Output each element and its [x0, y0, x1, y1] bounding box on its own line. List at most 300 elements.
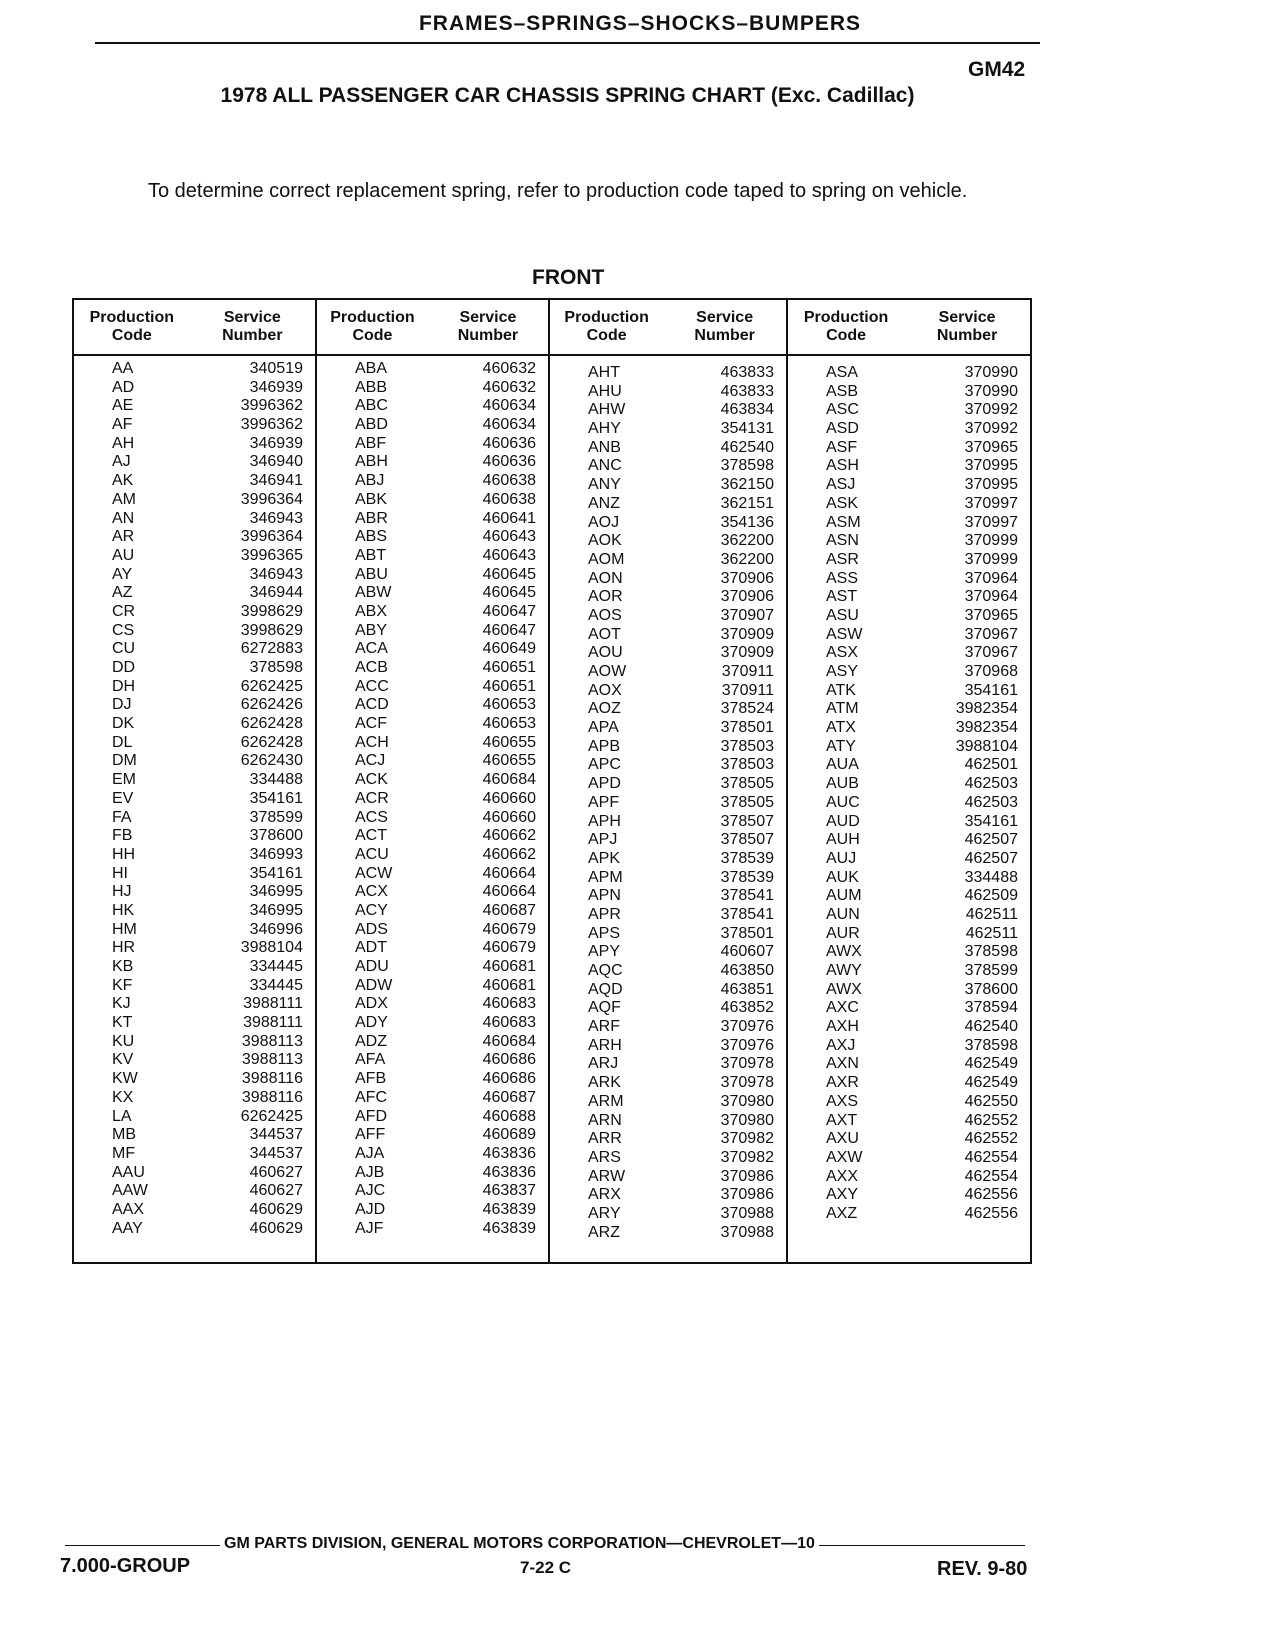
production-code-cell: ASH	[826, 457, 859, 475]
production-code-cell: ASW	[826, 625, 863, 643]
table-row	[550, 999, 786, 1018]
service-number-cell: 362151	[720, 494, 774, 512]
table-row	[550, 1205, 786, 1224]
production-header-line2: Code	[586, 327, 627, 344]
service-number-cell: 370986	[720, 1186, 774, 1204]
table-row	[550, 1149, 786, 1168]
table-row	[317, 995, 548, 1014]
table-row	[550, 1018, 786, 1037]
service-number-cell: 460679	[482, 939, 536, 957]
service-number-cell: 6262428	[240, 715, 303, 733]
production-code-header	[550, 309, 663, 345]
production-code-cell: ACA	[355, 640, 388, 658]
table-row	[788, 607, 1030, 626]
production-code-cell: AFF	[355, 1126, 386, 1144]
service-number-cell: 460636	[482, 434, 536, 452]
production-code-cell: ASX	[826, 644, 859, 662]
production-code-cell: ATM	[826, 700, 859, 718]
service-number-cell: 370988	[720, 1204, 774, 1222]
service-number-cell: 378600	[964, 980, 1018, 998]
table-row	[317, 902, 548, 921]
table-row	[317, 1089, 548, 1108]
service-number-cell: 370999	[964, 550, 1018, 568]
production-code-cell: ACX	[355, 883, 388, 901]
table-row	[317, 1145, 548, 1164]
service-number-cell: 3988111	[243, 1014, 303, 1032]
production-code-cell: AXR	[826, 1074, 859, 1092]
production-code-cell: AJF	[355, 1219, 384, 1237]
service-number-cell: 463850	[720, 962, 774, 979]
table-row	[550, 401, 786, 420]
table-row	[550, 476, 786, 495]
table-row	[317, 360, 548, 379]
production-code-cell: AHW	[588, 401, 626, 419]
page-code: GM42	[968, 58, 1026, 81]
service-number-cell: 370999	[964, 532, 1018, 550]
service-number-cell: 346993	[249, 845, 303, 863]
production-code-cell: APH	[588, 812, 621, 830]
table-row	[788, 981, 1030, 1000]
production-code-cell: ABY	[355, 621, 388, 639]
production-code-cell: AAX	[112, 1200, 145, 1218]
service-number-cell: 370968	[964, 663, 1018, 680]
service-number-cell: 370992	[964, 420, 1018, 438]
header-divider	[95, 42, 1040, 44]
service-number-cell: 462552	[964, 1130, 1018, 1148]
service-number-cell: 370906	[720, 588, 774, 606]
table-row	[317, 472, 548, 491]
table-row	[317, 510, 548, 529]
production-code-cell: AWX	[826, 943, 862, 961]
service-number-cell: 378507	[720, 831, 774, 849]
table-row	[550, 364, 786, 383]
production-code-cell: HR	[112, 939, 136, 957]
production-code-cell: ARR	[588, 1130, 622, 1148]
production-code-cell: ADS	[355, 920, 388, 938]
table-row	[550, 962, 786, 981]
table-row	[550, 644, 786, 663]
revision-label: REV. 9-80	[937, 1558, 1028, 1580]
service-number-cell: 354161	[249, 864, 303, 882]
service-number-cell: 462509	[964, 887, 1018, 905]
table-row	[74, 491, 315, 510]
service-number-cell: 6272883	[240, 640, 303, 658]
instruction-text: To determine correct replacement spring, refer to production code taped to spring on vehicle.	[148, 180, 968, 202]
service-number-cell: 3988113	[241, 1032, 303, 1050]
table-row	[317, 752, 548, 771]
production-code-cell: AUN	[826, 905, 860, 923]
service-number-cell: 370906	[720, 569, 774, 587]
table-rows	[550, 356, 786, 1242]
table-row	[317, 846, 548, 865]
production-code-cell: AHT	[588, 364, 620, 381]
production-code-cell: AXN	[826, 1055, 859, 1073]
table-row	[74, 360, 315, 379]
table-row	[788, 682, 1030, 701]
production-code-cell: AXW	[826, 1148, 863, 1166]
service-number-cell: 370965	[964, 438, 1018, 456]
table-row	[317, 528, 548, 547]
service-number-cell: 378503	[720, 756, 774, 774]
production-code-cell: AUD	[826, 812, 860, 830]
table-row	[317, 435, 548, 454]
service-number-cell: 370980	[720, 1092, 774, 1110]
production-code-cell: AZ	[112, 584, 133, 602]
service-number-cell: 370964	[964, 588, 1018, 606]
service-number-cell: 463833	[720, 382, 774, 400]
service-number-cell: 463836	[482, 1144, 536, 1162]
production-code-cell: DL	[112, 733, 133, 751]
service-number-cell: 346943	[249, 565, 303, 583]
service-number-cell: 460681	[482, 976, 536, 994]
table-row	[550, 588, 786, 607]
production-code-cell: AUH	[826, 831, 860, 849]
table-row	[317, 1033, 548, 1052]
table-row	[550, 457, 786, 476]
table-row	[317, 977, 548, 996]
table-row	[788, 1093, 1030, 1112]
table-row	[788, 925, 1030, 944]
table-row	[74, 510, 315, 529]
table-row	[74, 584, 315, 603]
service-number-cell: 460683	[482, 995, 536, 1013]
production-header-line1: Production	[803, 309, 889, 326]
service-number-cell: 460641	[482, 509, 536, 527]
production-code-cell: AOT	[588, 625, 621, 643]
table-row	[788, 813, 1030, 832]
production-code-cell: ASU	[826, 606, 859, 624]
table-row	[74, 827, 315, 846]
service-number-cell: 462540	[964, 1018, 1018, 1036]
service-number-cell: 460607	[720, 943, 774, 961]
table-row	[788, 457, 1030, 476]
service-number-cell: 462549	[964, 1074, 1018, 1092]
service-number-cell: 378598	[249, 659, 303, 676]
service-number-cell: 462549	[964, 1055, 1018, 1073]
table-row	[74, 1145, 315, 1164]
service-header-line2: Number	[694, 327, 755, 344]
service-header-line1: Service	[696, 309, 754, 326]
table-row	[550, 532, 786, 551]
production-code-cell: KJ	[112, 995, 131, 1013]
service-number-cell: 378598	[964, 1036, 1018, 1054]
production-code-cell: ASM	[826, 513, 861, 531]
service-number-cell: 370995	[964, 476, 1018, 494]
table-row	[317, 865, 548, 884]
table-row	[74, 977, 315, 996]
service-number-cell: 344537	[249, 1144, 303, 1162]
production-code-cell: AXT	[826, 1111, 858, 1129]
production-code-cell: ASN	[826, 532, 859, 550]
production-code-cell: ACW	[355, 864, 393, 882]
service-number-cell: 460688	[482, 1107, 536, 1125]
service-header-line2: Number	[222, 327, 283, 344]
production-code-cell: ARK	[588, 1074, 621, 1092]
table-row	[550, 514, 786, 533]
production-code-cell: ARY	[588, 1204, 621, 1222]
table-row	[74, 696, 315, 715]
production-code-cell: ASS	[826, 569, 859, 587]
production-code-cell: AJC	[355, 1182, 386, 1200]
service-number-cell: 460651	[482, 659, 536, 676]
column-header	[550, 300, 786, 356]
table-row	[74, 1182, 315, 1201]
service-number-cell: 462554	[964, 1167, 1018, 1185]
production-code-cell: AWX	[826, 980, 862, 998]
table-row	[74, 1051, 315, 1070]
table-row	[788, 738, 1030, 757]
service-number-cell: 334445	[249, 976, 303, 994]
production-code-cell: AF	[112, 416, 133, 434]
table-row	[788, 383, 1030, 402]
table-row	[74, 771, 315, 790]
table-row	[74, 790, 315, 809]
production-code-cell: ABA	[355, 360, 388, 377]
table-rows	[317, 356, 548, 1238]
production-code-cell: AA	[112, 360, 134, 377]
service-number-cell: 3988113	[241, 1051, 303, 1069]
table-row	[74, 1126, 315, 1145]
production-code-cell: MB	[112, 1126, 136, 1144]
service-number-cell: 3998629	[240, 621, 303, 639]
table-row	[317, 771, 548, 790]
table-row	[788, 887, 1030, 906]
table-row	[317, 566, 548, 585]
service-number-cell: 460681	[482, 958, 536, 975]
production-code-cell: AXZ	[826, 1204, 858, 1222]
service-number-cell: 3996365	[240, 546, 303, 564]
table-row	[788, 756, 1030, 775]
service-number-cell: 370982	[720, 1148, 774, 1166]
table-row	[317, 790, 548, 809]
service-number-cell: 463833	[720, 364, 774, 381]
production-code-cell: AXC	[826, 999, 859, 1017]
production-code-cell: AUA	[826, 756, 859, 774]
production-code-cell: AUC	[826, 793, 860, 811]
production-code-cell: AST	[826, 588, 858, 606]
production-code-cell: AUB	[826, 775, 859, 793]
service-number-cell: 344537	[249, 1126, 303, 1144]
table-row	[788, 1018, 1030, 1037]
service-number-cell: 378505	[720, 775, 774, 793]
table-row	[788, 775, 1030, 794]
service-number-cell: 463837	[482, 1182, 536, 1200]
table-row	[74, 1089, 315, 1108]
service-number-cell: 354161	[964, 812, 1018, 830]
service-number-cell: 460687	[482, 1088, 536, 1106]
production-code-cell: ASA	[826, 364, 859, 381]
production-code-cell: AJ	[112, 453, 131, 471]
production-code-cell: ABD	[355, 416, 388, 434]
production-code-cell: AFC	[355, 1088, 387, 1106]
column-group-3	[548, 300, 786, 1262]
service-number-cell: 3988104	[955, 737, 1018, 755]
table-row	[788, 700, 1030, 719]
table-row	[74, 397, 315, 416]
production-code-cell: APY	[588, 943, 621, 961]
service-number-cell: 3998629	[240, 602, 303, 620]
production-code-cell: AOW	[588, 663, 627, 680]
service-number-cell: 370990	[964, 364, 1018, 381]
service-number-cell: 460664	[482, 883, 536, 901]
table-row	[550, 719, 786, 738]
service-number-cell: 460649	[482, 640, 536, 658]
production-code-cell: ACJ	[355, 752, 386, 770]
table-row	[74, 958, 315, 977]
service-number-cell: 460662	[482, 827, 536, 845]
production-code-cell: ANZ	[588, 494, 620, 512]
table-row	[550, 570, 786, 589]
production-code-cell: ASR	[826, 550, 859, 568]
production-code-cell: AAY	[112, 1219, 143, 1237]
production-code-cell: AE	[112, 397, 134, 415]
production-code-cell: ARS	[588, 1148, 621, 1166]
page-number: 7-22 C	[520, 1558, 572, 1577]
service-number-cell: 346995	[249, 883, 303, 901]
service-number-cell: 460645	[482, 565, 536, 583]
table-row	[550, 420, 786, 439]
service-number-cell: 346944	[249, 584, 303, 602]
table-row	[550, 906, 786, 925]
service-number-cell: 462511	[965, 905, 1018, 923]
production-code-cell: ARX	[588, 1186, 621, 1204]
service-number-cell: 460634	[482, 416, 536, 434]
production-code-cell: AAU	[112, 1163, 145, 1181]
table-row	[317, 939, 548, 958]
table-row	[74, 416, 315, 435]
service-number-cell: 6262425	[240, 1107, 303, 1125]
production-code-cell: ATY	[826, 737, 856, 755]
service-header-line2: Number	[936, 327, 998, 344]
production-code-cell: ABK	[355, 490, 388, 508]
production-code-cell: AK	[112, 472, 134, 490]
production-code-cell: AFD	[355, 1107, 387, 1125]
production-code-cell: ACY	[355, 901, 388, 919]
table-row	[317, 1164, 548, 1183]
production-code-cell: CR	[112, 602, 136, 620]
service-number-cell: 462507	[964, 849, 1018, 867]
table-row	[550, 869, 786, 888]
service-number-cell: 378501	[720, 924, 774, 942]
production-code-cell: AUK	[826, 868, 859, 886]
table-row	[74, 528, 315, 547]
production-code-header	[788, 309, 904, 345]
service-number-cell: 462554	[964, 1148, 1018, 1166]
table-row	[788, 943, 1030, 962]
service-number-cell: 460634	[482, 397, 536, 415]
table-row	[550, 495, 786, 514]
service-number-cell: 460647	[482, 621, 536, 639]
production-code-cell: AQF	[588, 999, 621, 1017]
table-row	[788, 570, 1030, 589]
production-code-cell: AXJ	[826, 1036, 856, 1054]
service-number-cell: 463851	[720, 980, 774, 998]
production-code-cell: AOR	[588, 588, 623, 606]
service-number-cell: 378598	[720, 457, 774, 475]
table-row	[317, 696, 548, 715]
production-code-cell: KF	[112, 976, 133, 994]
production-code-cell: DM	[112, 752, 137, 770]
table-row	[74, 1220, 315, 1239]
production-code-cell: ABB	[355, 378, 388, 396]
service-number-cell: 362200	[720, 532, 774, 550]
service-number-cell: 378599	[964, 962, 1018, 979]
table-row	[550, 981, 786, 1000]
production-code-cell: AWY	[826, 962, 862, 979]
table-row	[74, 715, 315, 734]
table-row	[74, 1164, 315, 1183]
table-row	[550, 1037, 786, 1056]
table-row	[550, 700, 786, 719]
production-code-cell: ADT	[355, 939, 387, 957]
column-header	[788, 300, 1030, 356]
production-code-cell: AUR	[826, 924, 860, 942]
service-number-cell: 460662	[482, 845, 536, 863]
table-row	[550, 813, 786, 832]
service-number-cell: 460627	[249, 1163, 303, 1181]
production-code-cell: KU	[112, 1032, 135, 1050]
table-row	[317, 622, 548, 641]
table-row	[317, 715, 548, 734]
service-number-cell: 346939	[249, 434, 303, 452]
production-code-cell: ABJ	[355, 472, 385, 490]
table-row	[74, 939, 315, 958]
production-code-cell: ARH	[588, 1036, 622, 1054]
table-row	[550, 756, 786, 775]
table-row	[74, 846, 315, 865]
service-number-cell: 378594	[964, 999, 1018, 1017]
table-row	[550, 607, 786, 626]
production-code-cell: KB	[112, 958, 134, 975]
production-code-cell: KT	[112, 1014, 133, 1032]
service-number-cell: 354131	[720, 420, 774, 438]
table-row	[788, 1205, 1030, 1224]
production-code-cell: ARJ	[588, 1055, 619, 1073]
table-row	[788, 1112, 1030, 1131]
production-code-cell: APS	[588, 924, 621, 942]
column-group-2	[315, 300, 548, 1262]
production-code-cell: ADY	[355, 1014, 388, 1032]
service-number-cell: 378524	[720, 700, 774, 718]
production-code-cell: ARM	[588, 1092, 624, 1110]
table-row	[788, 999, 1030, 1018]
table-row	[788, 850, 1030, 869]
service-number-cell: 370980	[720, 1111, 774, 1129]
service-number-header	[663, 309, 786, 345]
production-code-cell: ARN	[588, 1111, 622, 1129]
service-number-cell: 370982	[720, 1130, 774, 1148]
service-number-cell: 3996362	[240, 416, 303, 434]
table-row	[74, 659, 315, 678]
table-row	[74, 1070, 315, 1089]
service-number-cell: 6262428	[240, 733, 303, 751]
table-row	[788, 476, 1030, 495]
production-code-cell: HJ	[112, 883, 132, 901]
production-code-cell: AON	[588, 569, 623, 587]
production-header-line1: Production	[330, 309, 415, 326]
service-number-cell: 370988	[720, 1223, 774, 1241]
service-number-cell: 3988116	[241, 1070, 303, 1088]
footer-division-text: GM PARTS DIVISION, GENERAL MOTORS CORPORATION—CHEVROLET—10	[220, 1535, 819, 1553]
production-code-cell: ADU	[355, 958, 389, 975]
service-number-cell: 462552	[964, 1111, 1018, 1129]
table-row	[550, 850, 786, 869]
service-number-cell: 354161	[249, 789, 303, 807]
service-number-cell: 370967	[964, 644, 1018, 662]
table-row	[74, 435, 315, 454]
service-number-cell: 3996364	[240, 490, 303, 508]
service-number-cell: 460655	[482, 752, 536, 770]
